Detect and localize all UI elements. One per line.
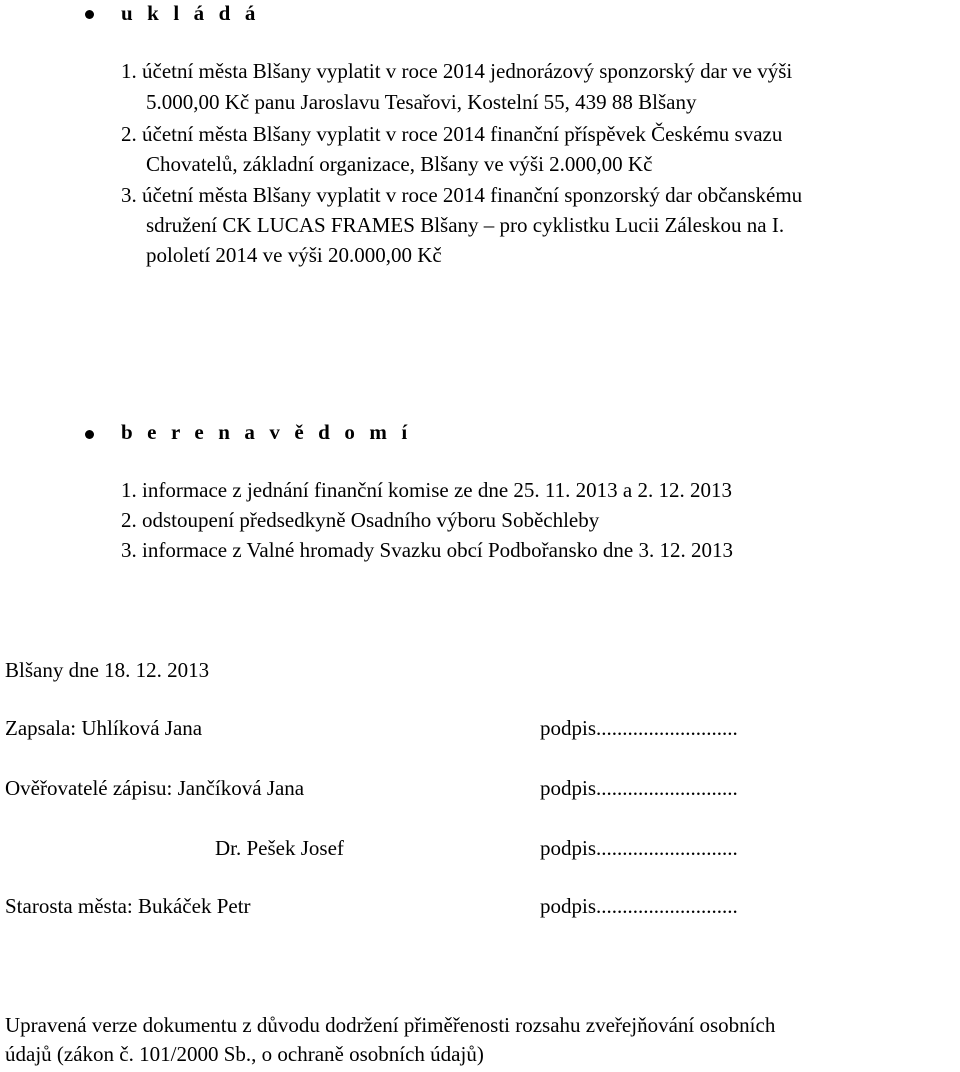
bullet-icon bbox=[85, 10, 94, 19]
signature-line-verifier-2: podpis........................... bbox=[540, 836, 738, 860]
signature-line-recorder: podpis........................... bbox=[540, 716, 738, 740]
resolution-item-1-line-1: 1. účetní města Blšany vyplatit v roce 2014 jednorázový sponzorský dar ve výši bbox=[121, 59, 793, 83]
section-heading-uklada: u k l á d á bbox=[121, 1, 260, 25]
signature-label-mayor: Starosta města: Bukáček Petr bbox=[5, 894, 251, 918]
place-date: Blšany dne 18. 12. 2013 bbox=[5, 658, 210, 682]
signature-label-recorder: Zapsala: Uhlíková Jana bbox=[5, 716, 203, 740]
section-heading-bere-na-vedomi: b e r e n a v ě d o m í bbox=[121, 420, 412, 444]
notice-item-3: 3. informace z Valné hromady Svazku obcí Podbořansko dne 3. 12. 2013 bbox=[121, 538, 733, 562]
footer-note-line-2: údajů (zákon č. 101/2000 Sb., o ochraně osobních údajů) bbox=[5, 1042, 484, 1066]
footer-note-line-1: Upravená verze dokumentu z důvodu dodržení přiměřenosti rozsahu zveřejňování osobních bbox=[5, 1013, 776, 1037]
resolution-item-3-line-3: pololetí 2014 ve výši 20.000,00 Kč bbox=[146, 243, 442, 267]
signature-label-verifier-2: Dr. Pešek Josef bbox=[215, 836, 344, 860]
signature-line-verifier-1: podpis........................... bbox=[540, 776, 738, 800]
signature-label-verifier-1: Ověřovatelé zápisu: Jančíková Jana bbox=[5, 776, 305, 800]
resolution-item-3-line-1: 3. účetní města Blšany vyplatit v roce 2014 finanční sponzorský dar občanskému bbox=[121, 183, 803, 207]
resolution-item-2-line-2: Chovatelů, základní organizace, Blšany ve výši 2.000,00 Kč bbox=[146, 152, 653, 176]
resolution-item-1-line-2: 5.000,00 Kč panu Jaroslavu Tesařovi, Kostelní 55, 439 88 Blšany bbox=[146, 90, 697, 114]
notice-item-2: 2. odstoupení předsedkyně Osadního výboru Soběchleby bbox=[121, 508, 600, 532]
resolution-item-3-line-2: sdružení CK LUCAS FRAMES Blšany – pro cyklistku Lucii Záleskou na I. bbox=[146, 213, 785, 237]
resolution-item-2-line-1: 2. účetní města Blšany vyplatit v roce 2014 finanční příspěvek Českému svazu bbox=[121, 122, 783, 146]
notice-item-1: 1. informace z jednání finanční komise ze dne 25. 11. 2013 a 2. 12. 2013 bbox=[121, 478, 732, 502]
bullet-icon bbox=[85, 430, 94, 439]
signature-line-mayor: podpis........................... bbox=[540, 894, 738, 918]
